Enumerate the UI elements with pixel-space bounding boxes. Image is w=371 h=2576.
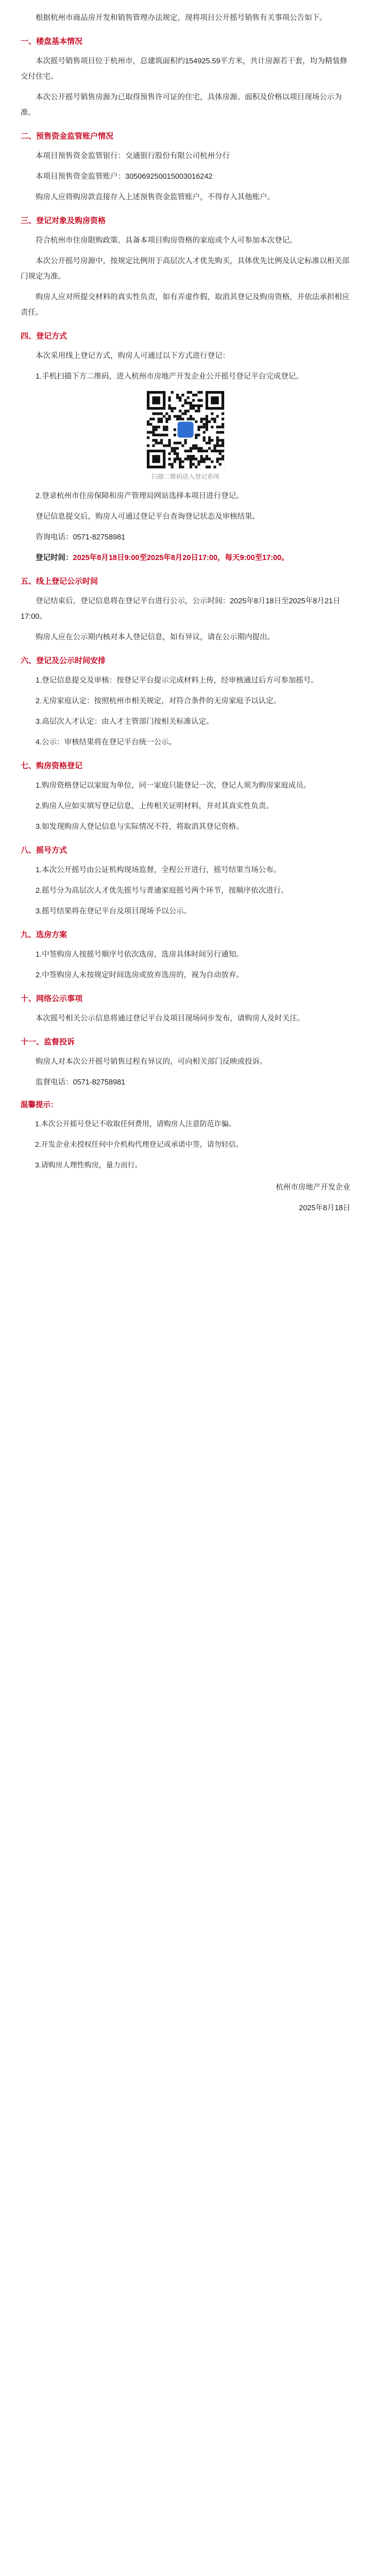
section-paragraph: 1.购房资格登记以家庭为单位，同一家庭只能登记一次，登记人须为购房家庭成员。 bbox=[36, 782, 311, 790]
qr-caption: 扫描二维码进入登记系统 bbox=[151, 473, 220, 480]
section-title: 四、登记方式 bbox=[21, 332, 68, 341]
section-paragraph: 1.手机扫描下方二维码，进入杭州市房地产开发企业公开摇号登记平台完成登记。 bbox=[36, 372, 303, 381]
registration-block bbox=[21, 488, 350, 566]
note-item: 1.本次公开摇号登记不收取任何费用，请购房人注意防范诈骗。 bbox=[35, 1120, 236, 1128]
notes-title: 温馨提示： bbox=[21, 1101, 58, 1109]
section-paragraph: 购房人应对所提交材料的真实性负责，如有弄虚作假，取消其登记及购房资格，并依法承担相应责任。 bbox=[21, 293, 349, 317]
footer-block bbox=[21, 1180, 350, 1216]
section-paragraph: 本次公开摇号销售房源为已取得预售许可证的住宅，具体房源、面积及价格以项目现场公示为准。 bbox=[21, 93, 342, 117]
registration-phone: 咨询电话：0571-82758981 bbox=[36, 533, 126, 541]
footer-org: 杭州市房地产开发企业 bbox=[276, 1183, 350, 1192]
section-paragraph: 本项目预售资金监管银行：交通银行股份有限公司杭州分行 bbox=[36, 152, 230, 160]
section-paragraph: 2.无房家庭认定：按照杭州市相关规定，对符合条件的无房家庭予以认定。 bbox=[36, 697, 281, 705]
section-paragraph: 购房人应在公示期内核对本人登记信息，如有异议，请在公示期内提出。 bbox=[36, 633, 275, 641]
section-paragraph: 符合杭州市住房限购政策、具备本项目购房资格的家庭或个人可参加本次登记。 bbox=[36, 236, 297, 245]
section-title: 二、预售资金监管账户情况 bbox=[21, 132, 114, 141]
note-item: 3.请购房人理性购房，量力而行。 bbox=[35, 1161, 142, 1169]
section-paragraph: 3.高层次人才认定：由人才主管部门按相关标准认定。 bbox=[36, 718, 214, 726]
section-title: 七、购房资格登记 bbox=[21, 761, 83, 770]
section-paragraph: 本次采用线上登记方式，购房人可通过以下方式进行登记： bbox=[36, 352, 230, 360]
section-paragraph: 1.中签购房人按摇号顺序号依次选房，选房具体时间另行通知。 bbox=[36, 951, 244, 959]
section-paragraph: 4.公示：审核结果将在登记平台统一公示。 bbox=[36, 738, 177, 747]
section-paragraph: 本次摇号相关公示信息将通过登记平台及项目现场同步发布，请购房人及时关注。 bbox=[36, 1014, 305, 1023]
registration-qr-code[interactable] bbox=[146, 391, 225, 469]
section-paragraph: 本项目预售资金监管账户：305069250015003016242 bbox=[36, 173, 213, 181]
section-title: 九、选房方案 bbox=[21, 930, 68, 939]
registration-time-label: 登记时间： bbox=[36, 554, 73, 562]
section-title: 十一、监督投诉 bbox=[21, 1038, 75, 1046]
registration-time-value: 2025年8月18日9:00至2025年8月20日17:00，每天9:00至17:00。 bbox=[73, 554, 289, 562]
section-paragraph: 本次公开摇号房源中，按规定比例用于高层次人才优先购买，具体优先比例及认定标准以相关部门规定为准。 bbox=[21, 257, 349, 281]
footer-date: 2025年8月18日 bbox=[299, 1204, 350, 1212]
section-title: 八、摇号方式 bbox=[21, 846, 68, 855]
section-title: 十、网络公示事项 bbox=[21, 994, 83, 1003]
section-paragraph: 2.摇号分为高层次人才优先摇号与普通家庭摇号两个环节，按顺序依次进行。 bbox=[36, 887, 289, 895]
section-title: 六、登记及公示时间安排 bbox=[21, 656, 106, 665]
registration-p1: 2.登录杭州市住房保障和房产管理局网站选择本项目进行登记。 bbox=[36, 492, 244, 500]
note-item: 2.开发企业未授权任何中介机构代理登记或承诺中签，请勿轻信。 bbox=[35, 1140, 243, 1148]
registration-p2: 登记信息提交后，购房人可通过登记平台查询登记状态及审核结果。 bbox=[36, 513, 260, 521]
notes-list bbox=[21, 1116, 350, 1173]
notes-block bbox=[21, 1097, 350, 1173]
section-paragraph: 1.本次公开摇号由公证机构现场监督，全程公开进行，摇号结果当场公布。 bbox=[36, 866, 281, 874]
section-title: 五、线上登记公示时间 bbox=[21, 577, 98, 586]
section-paragraph: 购房人应将购房款直接存入上述预售资金监管账户，不得存入其他账户。 bbox=[36, 193, 275, 201]
registration-time bbox=[21, 550, 350, 566]
section-paragraph: 2.中签购房人未按规定时间选房或放弃选房的，视为自动放弃。 bbox=[36, 971, 244, 979]
sections-part-two bbox=[21, 574, 350, 1090]
section-paragraph: 1.登记信息提交及审核：按登记平台提示完成材料上传，经审核通过后方可参加摇号。 bbox=[36, 676, 318, 685]
section-paragraph: 监督电话：0571-82758981 bbox=[36, 1078, 126, 1087]
section-title: 三、登记对象及购房资格 bbox=[21, 216, 106, 225]
section-paragraph: 购房人对本次公开摇号销售过程有异议的，可向相关部门反映或投诉。 bbox=[36, 1058, 267, 1066]
section-paragraph: 3.如发现购房人登记信息与实际情况不符，将取消其登记资格。 bbox=[36, 823, 244, 831]
section-paragraph: 3.摇号结果将在登记平台及项目现场予以公示。 bbox=[36, 907, 192, 916]
sections-part-one bbox=[21, 34, 350, 384]
section-paragraph: 登记结束后，登记信息将在登记平台进行公示，公示时间：2025年8月18日至2025年8月21日17:00。 bbox=[21, 597, 341, 621]
intro-paragraph: 根据杭州市商品房开发和销售管理办法规定，现将项目公开摇号销售有关事项公告如下。 bbox=[36, 14, 327, 22]
section-paragraph: 本次摇号销售项目位于杭州市，总建筑面积约154925.59平方米，共计房源若干套，均为精装修交付住宅。 bbox=[21, 57, 348, 81]
section-title: 一、楼盘基本情况 bbox=[21, 37, 83, 46]
section-paragraph: 2.购房人应如实填写登记信息，上传相关证明材料，并对其真实性负责。 bbox=[36, 802, 274, 810]
qr-block bbox=[21, 391, 350, 481]
